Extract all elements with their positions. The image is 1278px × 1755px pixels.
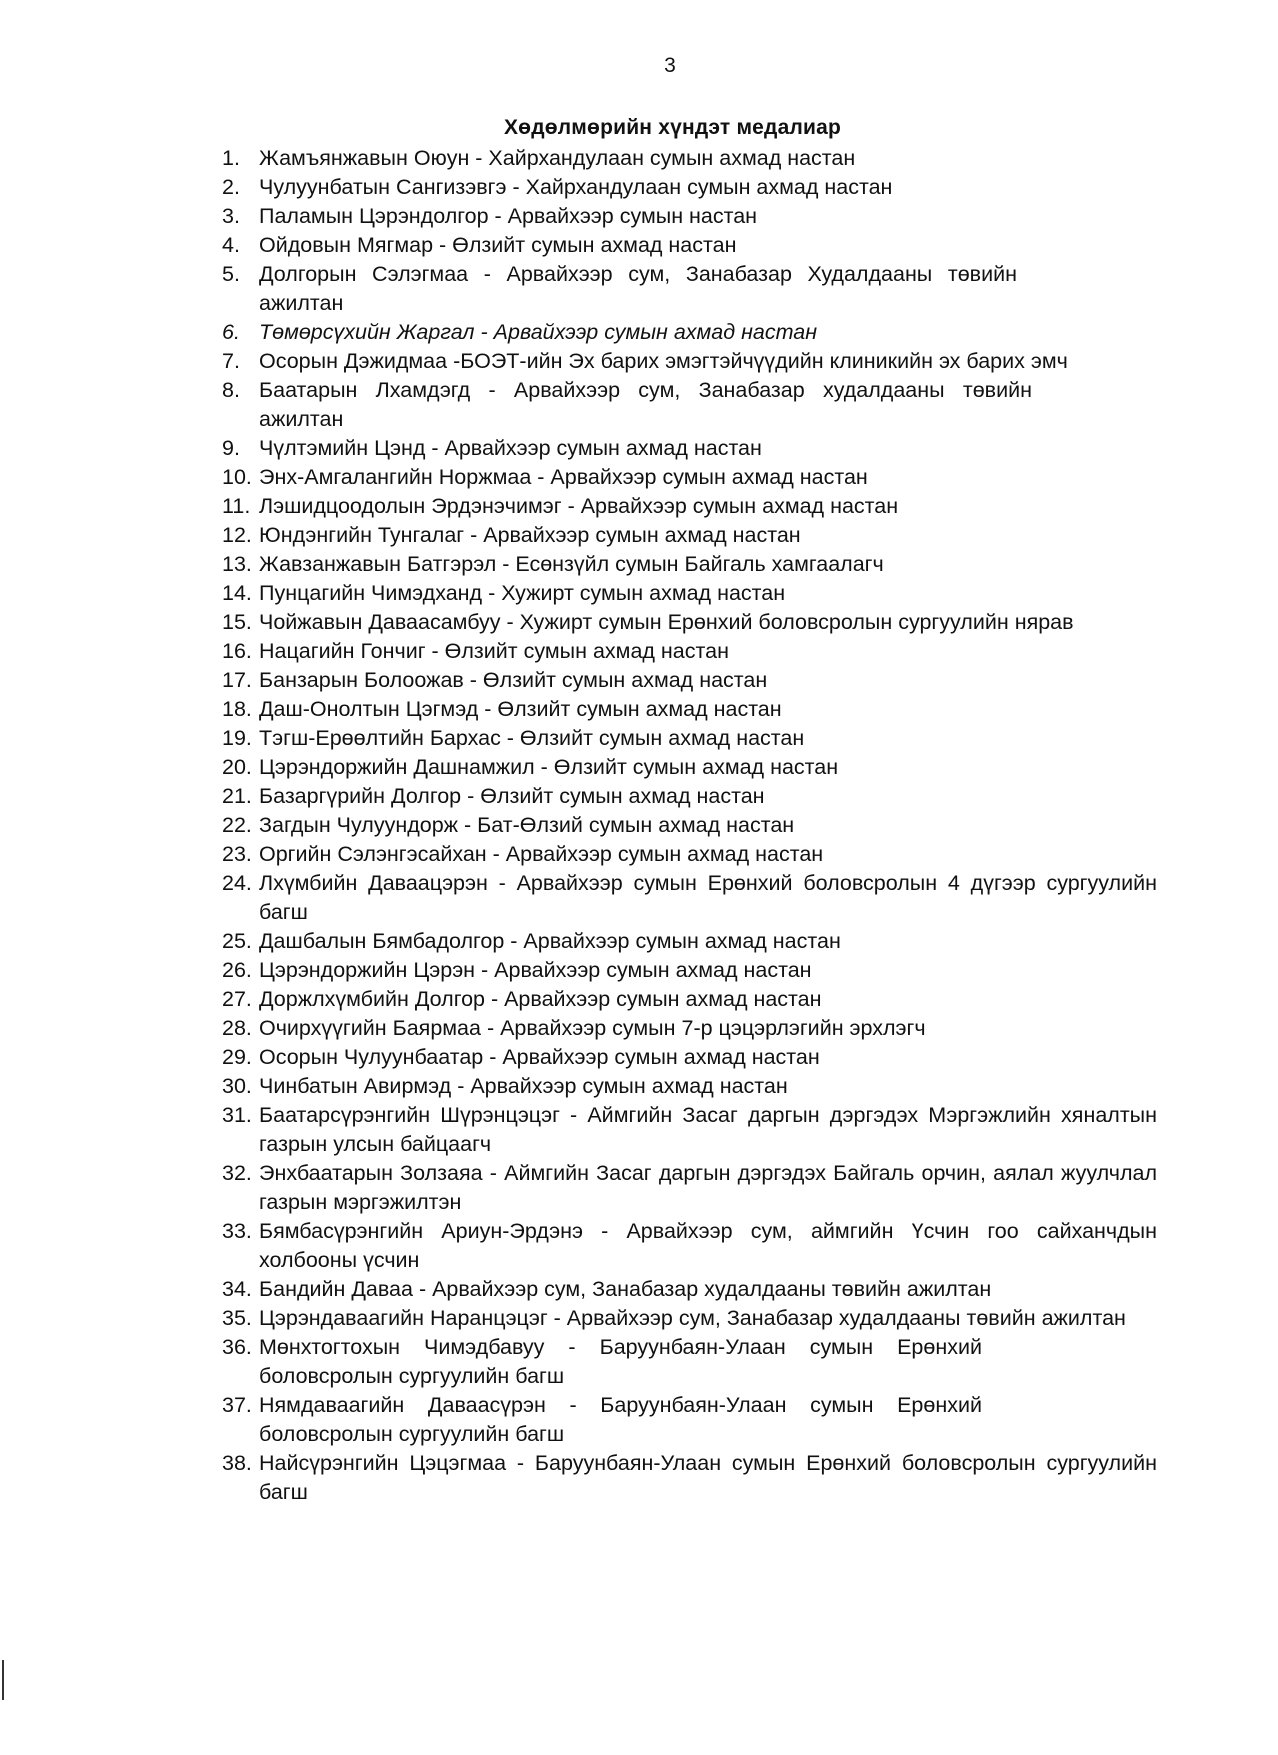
item-number: 22. [222, 813, 252, 837]
list-item [222, 463, 1157, 492]
list-item [222, 144, 1157, 173]
list-item [222, 1101, 1157, 1159]
list-item [222, 550, 1157, 579]
item-text: Баатарын Лхамдэгд - Арвайхээр сум, Занабазар худалдааны төвийн ажилтан [259, 378, 1032, 431]
list-item [222, 1217, 1157, 1275]
item-text: Лхүмбийн Даваацэрэн - Арвайхээр сумын Ерөнхий боловсролын 4 дүгээр сургуулийн багш [259, 871, 1157, 924]
item-text: Загдын Чулуундорж - Бат-Өлзий сумын ахмад настан [259, 813, 795, 837]
item-number: 31. [222, 1103, 252, 1127]
item-number: 38. [222, 1451, 252, 1475]
item-text: Цэрэндаваагийн Наранцэцэг - Арвайхээр сум, Занабазар худалдааны төвийн ажилтан [259, 1306, 1126, 1330]
item-number: 29. [222, 1045, 252, 1069]
item-text: Пунцагийн Чимэдханд - Хужирт сумын ахмад настан [259, 581, 786, 605]
list-item [222, 492, 1157, 521]
item-number: 34. [222, 1277, 252, 1301]
item-number: 26. [222, 958, 252, 982]
list-item [222, 579, 1157, 608]
item-number: 28. [222, 1016, 252, 1040]
list-item [222, 666, 1157, 695]
item-number: 18. [222, 697, 252, 721]
item-text: Ойдовын Мягмар - Өлзийт сумын ахмад настан [259, 233, 737, 257]
page-number: 3 [664, 54, 676, 77]
list-item [222, 869, 1157, 927]
list-item [222, 637, 1157, 666]
list-item [222, 347, 1157, 376]
list-item [222, 1449, 1157, 1507]
item-number: 35. [222, 1306, 252, 1330]
list-item [222, 1159, 1157, 1217]
list-item [222, 956, 1157, 985]
list-item [222, 724, 1157, 753]
item-text: Чулуунбатын Сангизэвгэ - Хайрхандулаан сумын ахмад настан [259, 175, 893, 199]
item-text: Осорын Чулуунбаатар - Арвайхээр сумын ахмад настан [259, 1045, 820, 1069]
item-text: Бандийн Даваа - Арвайхээр сум, Занабазар худалдааны төвийн ажилтан [259, 1277, 992, 1301]
item-number: 9. [222, 436, 240, 460]
item-text: Нямдаваагийн Даваасүрэн - Баруунбаян-Улаан сумын Ерөнхий боловсролын сургуулийн багш [259, 1393, 982, 1446]
item-text: Цэрэндоржийн Дашнамжил - Өлзийт сумын ахмад настан [259, 755, 839, 779]
list-item [222, 376, 1157, 434]
item-text: Чинбатын Авирмэд - Арвайхээр сумын ахмад настан [259, 1074, 788, 1098]
item-number: 14. [222, 581, 252, 605]
item-number: 8. [222, 378, 240, 402]
list-item [222, 260, 1157, 318]
item-text: Очирхүүгийн Баярмаа - Арвайхээр сумын 7-р цэцэрлэгийн эрхлэгч [259, 1016, 926, 1040]
item-text: Чүлтэмийн Цэнд - Арвайхээр сумын ахмад настан [259, 436, 762, 460]
item-number: 24. [222, 871, 252, 895]
item-number: 36. [222, 1335, 252, 1359]
item-text: Баатарсүрэнгийн Шүрэнцэцэг - Аймгийн Засаг даргын дэргэдэх Мэргэжлийн хяналтын газрын улсын байцаагч [259, 1103, 1157, 1156]
item-text: Цэрэндоржийн Цэрэн - Арвайхээр сумын ахмад настан [259, 958, 812, 982]
award-recipient-list [222, 144, 1157, 1507]
list-item [222, 202, 1157, 231]
list-item [222, 753, 1157, 782]
list-item [222, 521, 1157, 550]
list-item [222, 434, 1157, 463]
item-number: 30. [222, 1074, 252, 1098]
section-heading: Хөдөлмөрийн хүндэт медалиар [503, 116, 842, 139]
item-number: 17. [222, 668, 252, 692]
item-number: 3. [222, 204, 240, 228]
item-number: 5. [222, 262, 240, 286]
list-item [222, 318, 1157, 347]
item-number: 13. [222, 552, 252, 576]
item-number: 2. [222, 175, 240, 199]
item-text: Паламын Цэрэндолгор - Арвайхээр сумын настан [259, 204, 758, 228]
item-number: 6. [222, 320, 240, 344]
item-number: 1. [222, 146, 240, 170]
list-item [222, 840, 1157, 869]
item-text: Энх-Амгалангийн Норжмаа - Арвайхээр сумын ахмад настан [259, 465, 868, 489]
item-text: Жавзанжавын Батгэрэл - Есөнзүйл сумын Байгаль хамгаалагч [259, 552, 884, 576]
item-text: Доржлхүмбийн Долгор - Арвайхээр сумын ахмад настан [259, 987, 822, 1011]
list-item [222, 1333, 1157, 1391]
item-text: Энхбаатарын Золзаяа - Аймгийн Засаг даргын дэргэдэх Байгаль орчин, аялал жуулчлал газрын мэргэжилтэн [259, 1161, 1157, 1214]
item-number: 37. [222, 1393, 252, 1417]
list-item [222, 927, 1157, 956]
list-item [222, 1072, 1157, 1101]
item-text: Лэшидцоодолын Эрдэнэчимэг - Арвайхээр сумын ахмад настан [259, 494, 899, 518]
item-number: 33. [222, 1219, 252, 1243]
item-text: Оргийн Сэлэнгэсайхан - Арвайхээр сумын ахмад настан [259, 842, 824, 866]
item-text: Осорын Дэжидмаа -БОЭТ-ийн Эх барих эмэгтэйчүүдийн клиникийн эх барих эмч [259, 349, 1068, 373]
list-item [222, 231, 1157, 260]
item-number: 19. [222, 726, 252, 750]
item-text: Даш-Онолтын Цэгмэд - Өлзийт сумын ахмад настан [259, 697, 782, 721]
list-item [222, 173, 1157, 202]
item-text: Дашбалын Бямбадолгор - Арвайхээр сумын ахмад настан [259, 929, 841, 953]
scan-edge-mark [2, 1660, 4, 1700]
item-number: 27. [222, 987, 252, 1011]
item-number: 4. [222, 233, 240, 257]
item-number: 16. [222, 639, 252, 663]
item-number: 10. [222, 465, 252, 489]
item-text: Бямбасүрэнгийн Ариун-Эрдэнэ - Арвайхээр сум, аймгийн Үсчин гоо сайханчдын холбооны үсчин [259, 1219, 1157, 1272]
item-number: 23. [222, 842, 252, 866]
item-number: 25. [222, 929, 252, 953]
item-number: 21. [222, 784, 252, 808]
item-text: Долгорын Сэлэгмаа - Арвайхээр сум, Занабазар Худалдааны төвийн ажилтан [259, 262, 1017, 315]
list-item [222, 782, 1157, 811]
item-text: Банзарын Болоожав - Өлзийт сумын ахмад настан [259, 668, 768, 692]
item-number: 15. [222, 610, 252, 634]
item-number: 32. [222, 1161, 252, 1185]
item-number: 7. [222, 349, 240, 373]
list-item [222, 1275, 1157, 1304]
item-text: Чойжавын Даваасамбуу - Хужирт сумын Ерөнхий боловсролын сургуулийн нярав [259, 610, 1074, 634]
list-item [222, 608, 1157, 637]
item-text: Тэгш-Ерөөлтийн Бархас - Өлзийт сумын ахмад настан [259, 726, 805, 750]
list-item [222, 695, 1157, 724]
item-text: Юндэнгийн Тунгалаг - Арвайхээр сумын ахмад настан [259, 523, 801, 547]
item-text: Базаргүрийн Долгор - Өлзийт сумын ахмад настан [259, 784, 765, 808]
list-item [222, 1043, 1157, 1072]
list-item [222, 1391, 1157, 1449]
item-number: 11. [222, 494, 251, 518]
item-text: Жамъянжавын Оюун - Хайрхандулаан сумын ахмад настан [259, 146, 856, 170]
list-item [222, 1014, 1157, 1043]
item-text: Мөнхтогтохын Чимэдбавуу - Баруунбаян-Улаан сумын Ерөнхий боловсролын сургуулийн багш [259, 1335, 982, 1388]
item-text: Найсүрэнгийн Цэцэгмаа - Баруунбаян-Улаан сумын Ерөнхий боловсролын сургуулийн багш [259, 1451, 1157, 1504]
item-number: 12. [222, 523, 252, 547]
item-text: Нацагийн Гончиг - Өлзийт сумын ахмад настан [259, 639, 729, 663]
list-item [222, 985, 1157, 1014]
list-item [222, 1304, 1157, 1333]
item-number: 20. [222, 755, 252, 779]
list-item [222, 811, 1157, 840]
item-text: Төмөрсүхийн Жаргал - Арвайхээр сумын ахмад настан [259, 320, 818, 344]
